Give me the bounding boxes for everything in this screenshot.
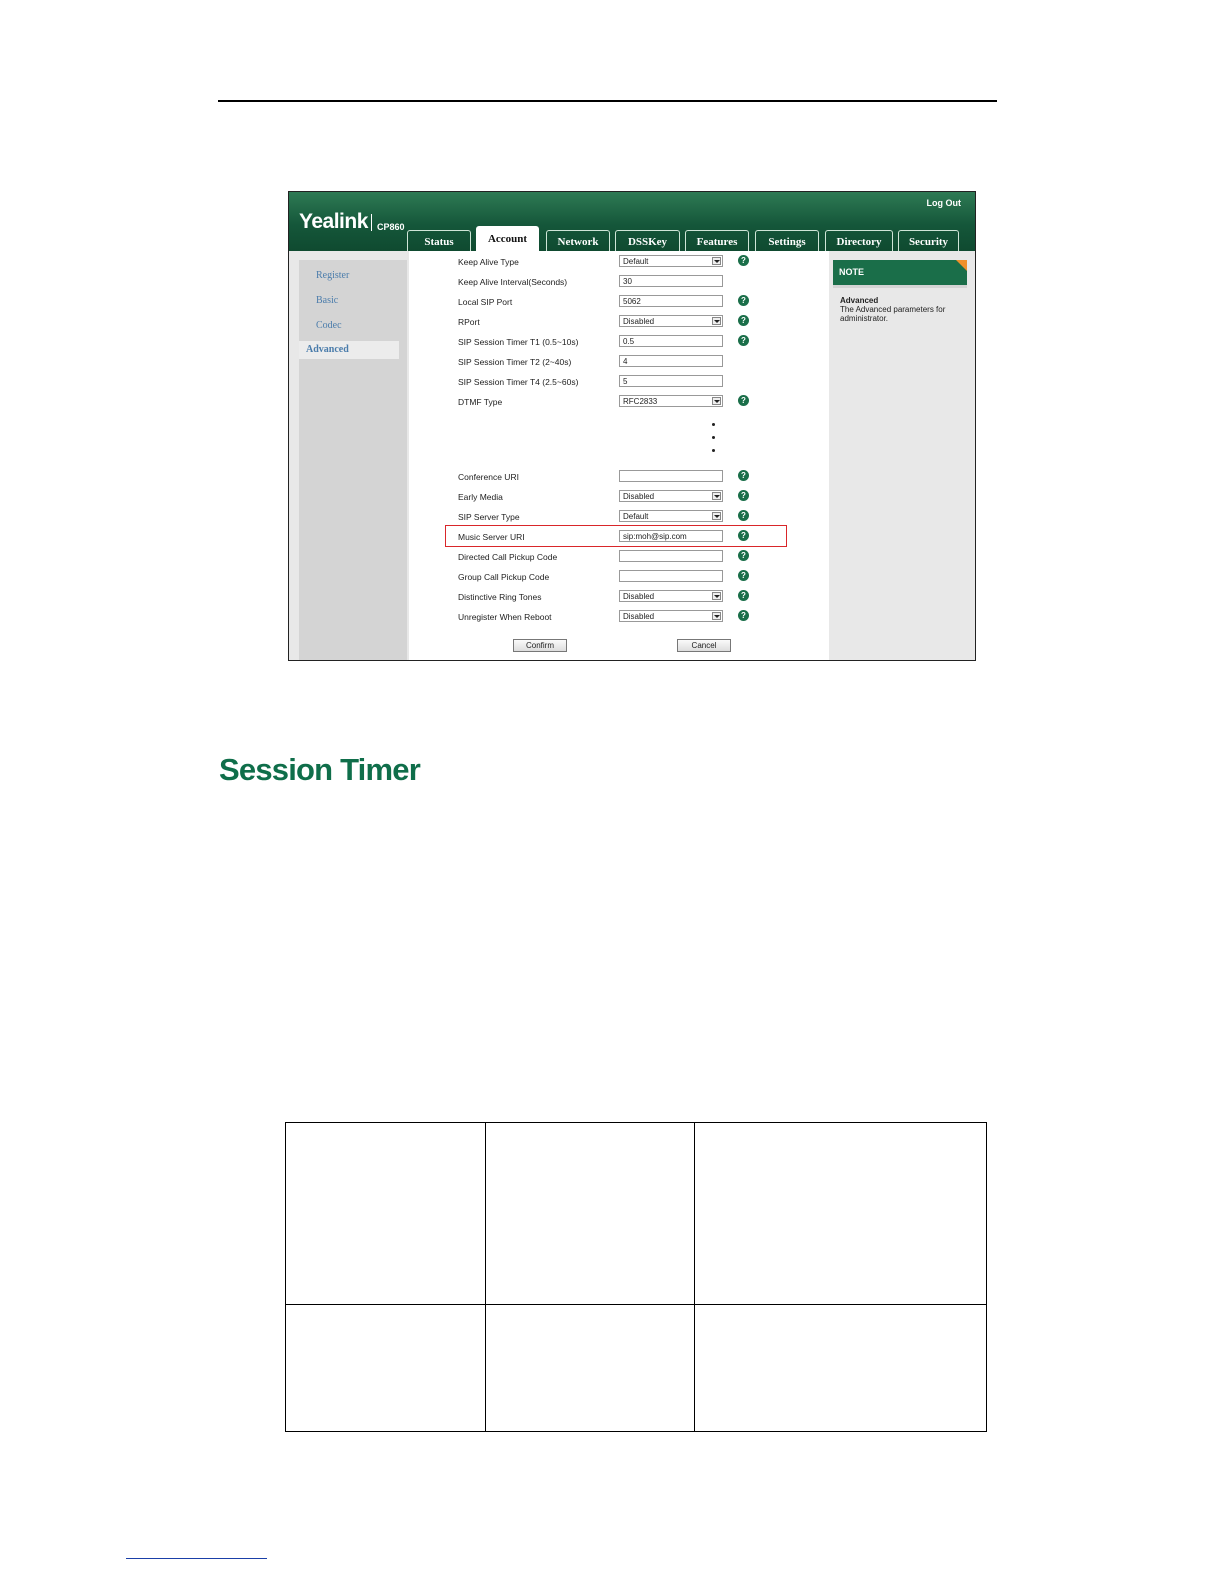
- conference-uri-input[interactable]: [619, 470, 723, 482]
- help-icon[interactable]: ?: [738, 510, 749, 521]
- field-label: Group Call Pickup Code: [458, 572, 550, 582]
- sidebar-item-register[interactable]: Register: [316, 270, 350, 281]
- help-icon[interactable]: ?: [738, 550, 749, 561]
- sidebar-item-advanced[interactable]: Advanced: [299, 341, 399, 359]
- help-icon[interactable]: ?: [738, 570, 749, 581]
- web-ui-content: [289, 251, 975, 661]
- field-label: SIP Session Timer T2 (2~40s): [458, 357, 572, 367]
- chevron-down-icon: [712, 612, 721, 620]
- tab-security[interactable]: Security: [898, 230, 959, 251]
- tab-settings[interactable]: Settings: [755, 230, 819, 251]
- field-label: SIP Session Timer T1 (0.5~10s): [458, 337, 579, 347]
- help-icon[interactable]: ?: [738, 315, 749, 326]
- tab-dsskey[interactable]: DSSKey: [615, 230, 680, 251]
- parameter-table: [285, 1122, 987, 1432]
- note-header: NOTE: [833, 260, 967, 285]
- field-value: Disabled: [623, 612, 655, 621]
- chevron-down-icon: [712, 592, 721, 600]
- field-value: Disabled: [623, 492, 655, 501]
- field-label: Early Media: [458, 492, 503, 502]
- field-label: Keep Alive Interval(Seconds): [458, 277, 568, 287]
- sip-session-timer-t2-2-40s-input[interactable]: [619, 355, 723, 367]
- field-label: Distinctive Ring Tones: [458, 592, 542, 602]
- field-value: 5: [623, 377, 628, 386]
- local-sip-port-input[interactable]: [619, 295, 723, 307]
- settings-form: [409, 251, 829, 661]
- tab-account[interactable]: Account: [476, 226, 539, 252]
- field-label: Directed Call Pickup Code: [458, 552, 558, 562]
- chevron-down-icon: [712, 317, 721, 325]
- tab-features[interactable]: Features: [685, 230, 749, 251]
- field-value: 4: [623, 357, 628, 366]
- field-value: 0.5: [623, 337, 635, 346]
- note-corner-flag: [956, 260, 967, 271]
- field-value: Default: [623, 257, 649, 266]
- field-value: Disabled: [623, 317, 655, 326]
- help-icon[interactable]: ?: [738, 295, 749, 306]
- chevron-down-icon: [712, 397, 721, 405]
- directed-call-pickup-code-input[interactable]: [619, 550, 723, 562]
- brand-logo: Yealink: [299, 210, 368, 233]
- field-label: DTMF Type: [458, 397, 503, 407]
- note-panel: [833, 260, 967, 661]
- field-label: Music Server URI: [458, 532, 525, 542]
- sidebar-item-codec[interactable]: Codec: [316, 320, 342, 331]
- sip-session-timer-t1-0-5-10s-input[interactable]: [619, 335, 723, 347]
- cancel-button[interactable]: Cancel: [677, 639, 731, 652]
- sip-session-timer-t4-2-5-60s-input[interactable]: [619, 375, 723, 387]
- group-call-pickup-code-input[interactable]: [619, 570, 723, 582]
- table-column-divider: [485, 1123, 486, 1431]
- help-icon[interactable]: ?: [738, 335, 749, 346]
- footnote-rule: [126, 1558, 267, 1559]
- field-value: sip:moh@sip.com: [623, 532, 687, 541]
- field-label: Keep Alive Type: [458, 257, 519, 267]
- rport-select[interactable]: [619, 315, 723, 327]
- chevron-down-icon: [712, 257, 721, 265]
- table-column-divider: [694, 1123, 695, 1431]
- header-rule: [218, 100, 997, 102]
- web-ui-header: [289, 192, 975, 251]
- chevron-down-icon: [712, 512, 721, 520]
- help-icon[interactable]: ?: [738, 470, 749, 481]
- help-icon[interactable]: ?: [738, 590, 749, 601]
- field-value: Disabled: [623, 592, 655, 601]
- section-heading: Session Timer: [219, 752, 420, 787]
- table-row-divider: [286, 1304, 986, 1305]
- early-media-select[interactable]: [619, 490, 723, 502]
- note-text: The Advanced parameters for administrator.: [840, 305, 946, 323]
- field-label: SIP Server Type: [458, 512, 520, 522]
- field-value: Default: [623, 512, 649, 521]
- distinctive-ring-tones-select[interactable]: [619, 590, 723, 602]
- left-nav: [299, 260, 407, 661]
- music-server-uri-input[interactable]: [619, 530, 723, 542]
- field-label: SIP Session Timer T4 (2.5~60s): [458, 377, 579, 387]
- tab-network[interactable]: Network: [546, 230, 610, 251]
- help-icon[interactable]: ?: [738, 530, 749, 541]
- logout-link[interactable]: Log Out: [926, 198, 961, 208]
- help-icon[interactable]: ?: [738, 490, 749, 501]
- tab-directory[interactable]: Directory: [825, 230, 893, 251]
- field-value: 5062: [623, 297, 641, 306]
- field-label: RPort: [458, 317, 480, 327]
- web-ui-screenshot: [288, 191, 976, 661]
- field-label: Unregister When Reboot: [458, 612, 552, 622]
- omitted-rows-ellipsis: [712, 423, 715, 462]
- field-label: Local SIP Port: [458, 297, 513, 307]
- keep-alive-type-select[interactable]: [619, 255, 723, 267]
- field-value: RFC2833: [623, 397, 658, 406]
- field-label: Conference URI: [458, 472, 519, 482]
- help-icon[interactable]: ?: [738, 255, 749, 266]
- model-name: CP860: [377, 222, 405, 232]
- help-icon[interactable]: ?: [738, 610, 749, 621]
- note-title: Advanced: [840, 296, 879, 305]
- sip-server-type-select[interactable]: [619, 510, 723, 522]
- dtmf-type-select[interactable]: [619, 395, 723, 407]
- logo-divider: [371, 214, 372, 231]
- chevron-down-icon: [712, 492, 721, 500]
- field-value: 30: [623, 277, 632, 286]
- keep-alive-interval-seconds-input[interactable]: [619, 275, 723, 287]
- tab-status[interactable]: Status: [407, 230, 471, 251]
- confirm-button[interactable]: Confirm: [513, 639, 567, 652]
- unregister-when-reboot-select[interactable]: [619, 610, 723, 622]
- help-icon[interactable]: ?: [738, 395, 749, 406]
- sidebar-item-basic[interactable]: Basic: [316, 295, 339, 306]
- note-body: [833, 288, 967, 661]
